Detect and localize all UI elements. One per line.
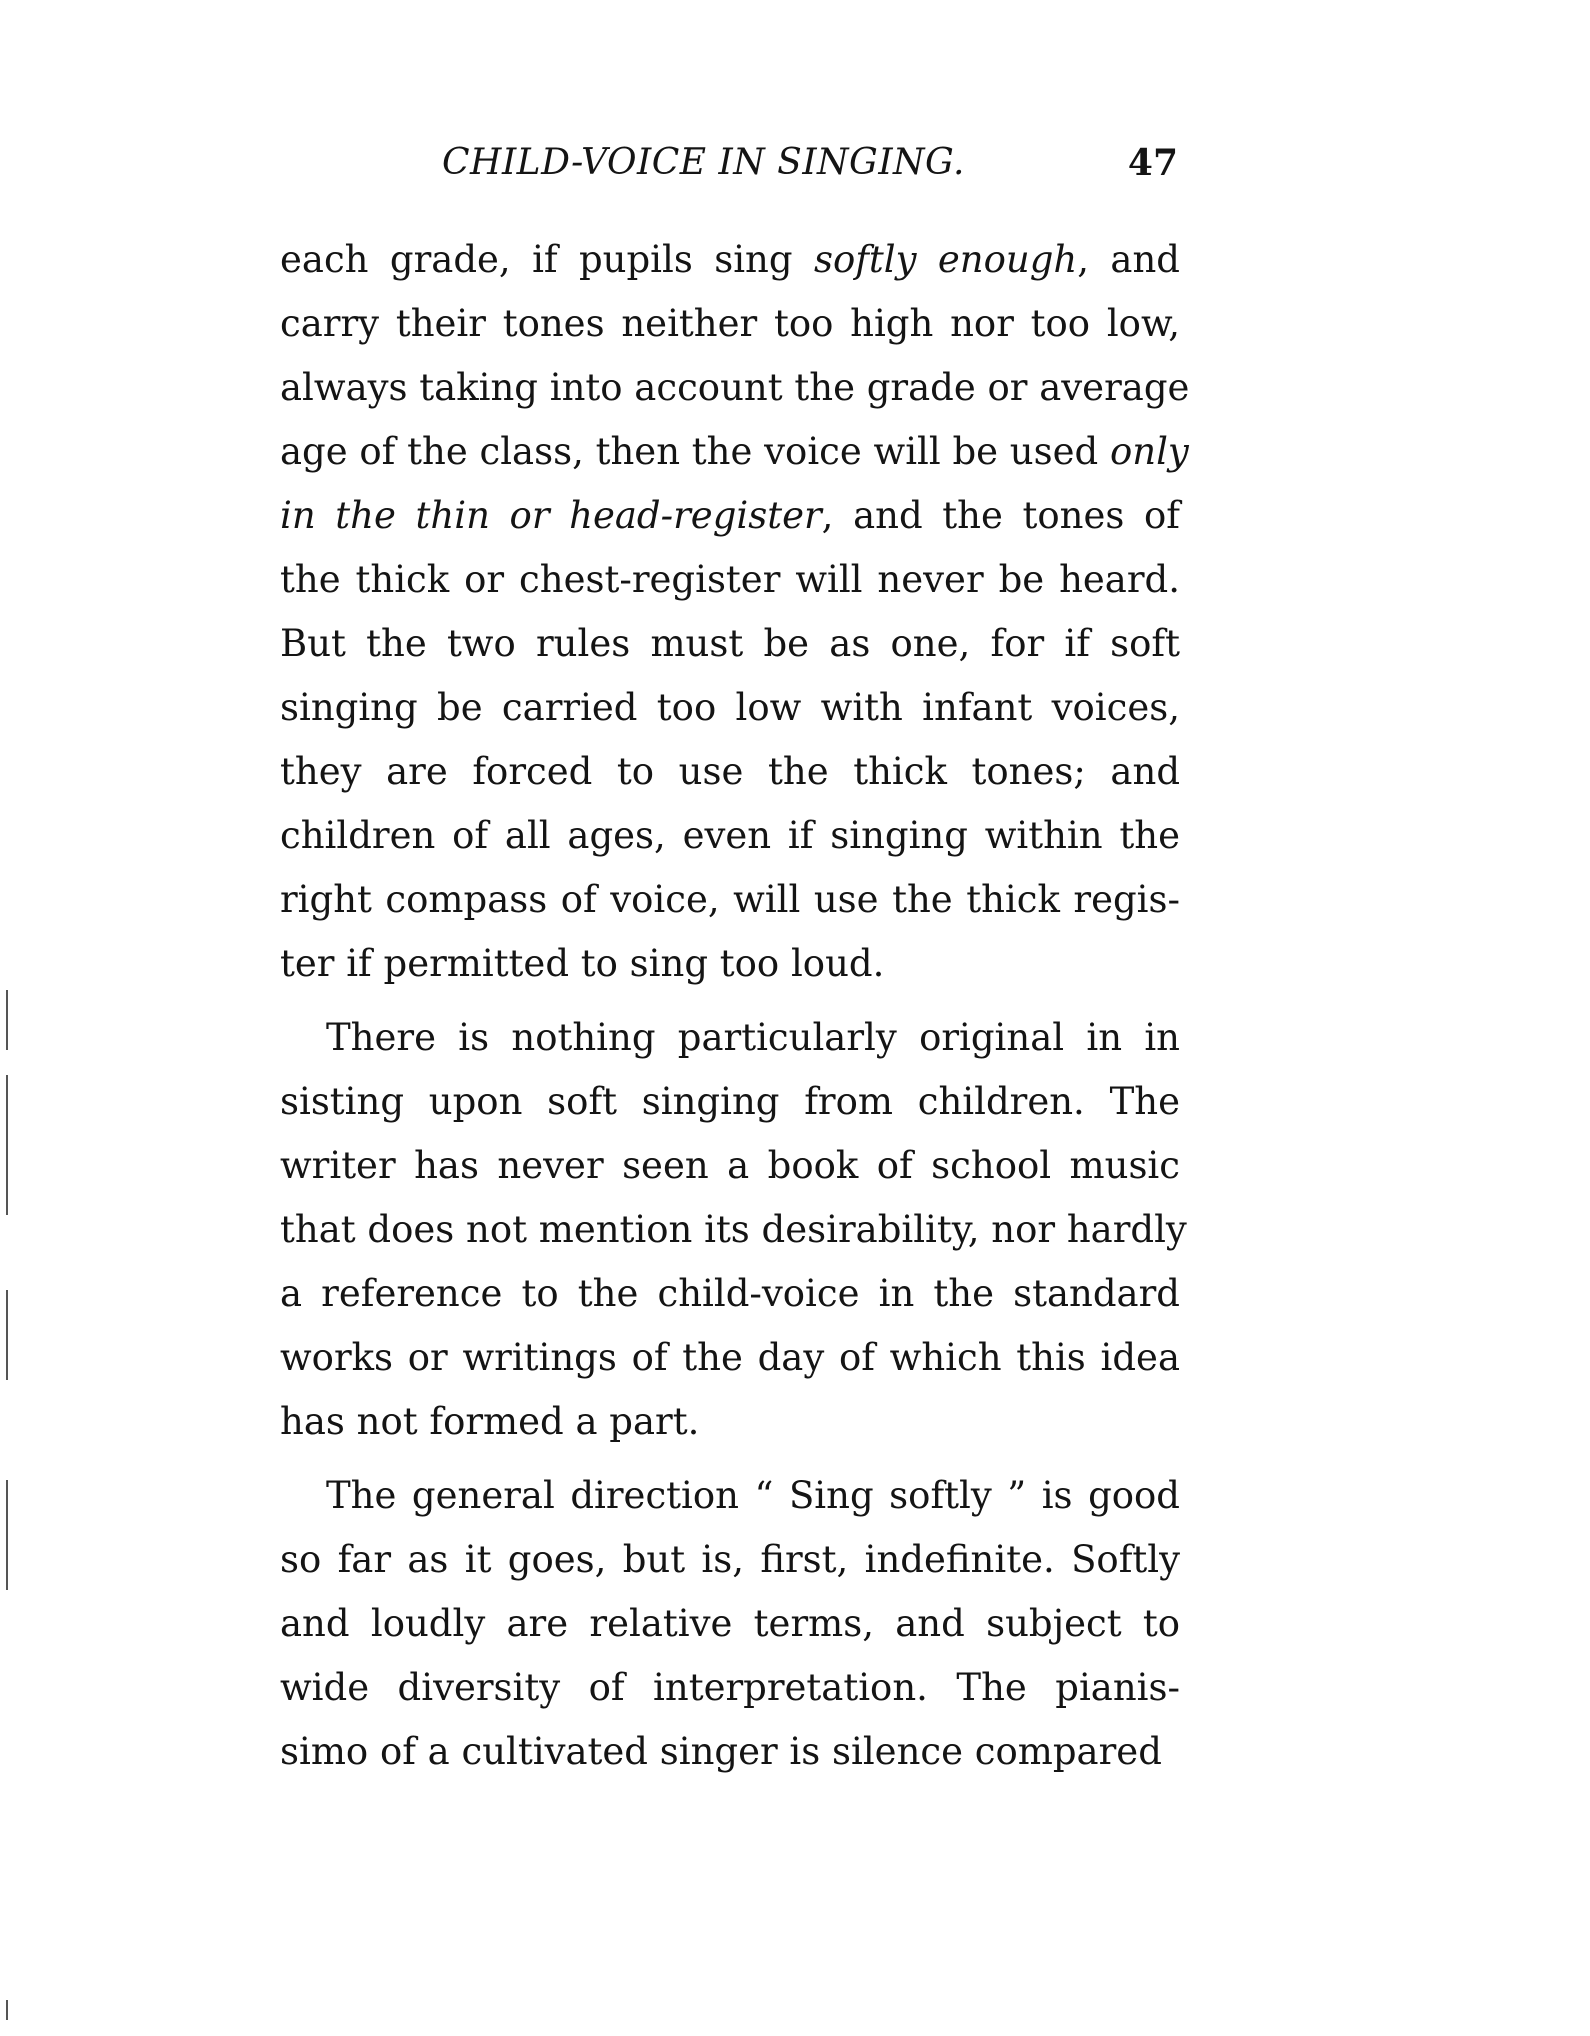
text-segment: and loudly are relative terms, and subject to <box>280 1602 1180 1645</box>
text-segment: so far as it goes, but is, first, indefinite. Softly <box>280 1538 1180 1581</box>
text-line <box>280 1592 1180 1656</box>
text-segment: , and the tones of <box>821 494 1180 537</box>
text-line <box>280 1262 1180 1326</box>
text-line <box>280 1198 1187 1262</box>
text-segment: they are forced to use the thick tones; and <box>280 750 1180 793</box>
text-segment: singing be carried too low with infant voices, <box>280 686 1180 729</box>
text-segment: a reference to the child-voice in the standard <box>280 1272 1180 1315</box>
scan-edge-marks <box>0 0 20 2036</box>
page-number: 47 <box>1127 142 1178 184</box>
text-line <box>280 1070 1180 1134</box>
paragraph <box>280 1464 1180 1784</box>
paragraph <box>280 1006 1187 1454</box>
text-line <box>280 1720 1180 1784</box>
text-segment: There is nothing particularly original in in <box>326 1016 1180 1059</box>
text-line <box>280 740 1180 804</box>
text-line <box>280 420 1189 484</box>
text-segment: But the two rules must be as one, for if soft <box>280 622 1180 665</box>
text-segment: writer has never seen a book of school music <box>280 1144 1180 1187</box>
body-text <box>280 228 1190 1794</box>
text-line <box>280 868 1180 932</box>
text-line <box>280 292 1180 356</box>
text-segment: The general direction “ Sing softly ” is good <box>326 1474 1180 1517</box>
text-segment: carry their tones neither too high nor too low, <box>280 302 1180 345</box>
text-segment: age of the class, then the voice will be used <box>280 430 1110 473</box>
text-line <box>280 1006 1180 1070</box>
italic-text: only <box>1109 430 1189 473</box>
text-segment: wide diversity of interpretation. The pianis- <box>280 1666 1180 1709</box>
text-segment: always taking into account the grade or average <box>280 366 1190 409</box>
paragraph <box>280 228 1190 996</box>
text-line <box>280 228 1180 292</box>
text-line <box>280 1464 1180 1528</box>
text-segment: sisting upon soft singing from children. The <box>280 1080 1180 1123</box>
text-segment: ter if permitted to sing too loud. <box>280 942 885 985</box>
text-line <box>280 1326 1180 1390</box>
text-line <box>280 804 1180 868</box>
text-line <box>280 548 1180 612</box>
text-line <box>280 356 1190 420</box>
text-line <box>280 1390 1180 1454</box>
text-segment: children of all ages, even if singing within the <box>280 814 1180 857</box>
text-segment: each grade, if pupils sing <box>280 238 814 281</box>
text-line <box>280 676 1180 740</box>
text-segment: has not formed a part. <box>280 1400 700 1443</box>
italic-text: softly enough <box>813 238 1078 281</box>
text-line <box>280 1656 1180 1720</box>
text-segment: simo of a cultivated singer is silence compared <box>280 1730 1162 1773</box>
running-title: CHILD-VOICE IN SINGING. <box>442 142 965 183</box>
running-header <box>280 138 1180 188</box>
text-segment: that does not mention its desirability, nor hardly <box>280 1208 1187 1251</box>
text-segment: , and <box>1077 238 1180 281</box>
text-line <box>280 932 1180 996</box>
text-line <box>280 1528 1180 1592</box>
text-line <box>280 1134 1180 1198</box>
text-line <box>280 484 1180 548</box>
text-segment: right compass of voice, will use the thick regis- <box>280 878 1180 921</box>
text-segment: works or writings of the day of which this idea <box>280 1336 1180 1379</box>
text-segment: the thick or chest-register will never be heard. <box>280 558 1180 601</box>
text-line <box>280 612 1180 676</box>
italic-text: in the thin or head-register <box>280 494 822 537</box>
